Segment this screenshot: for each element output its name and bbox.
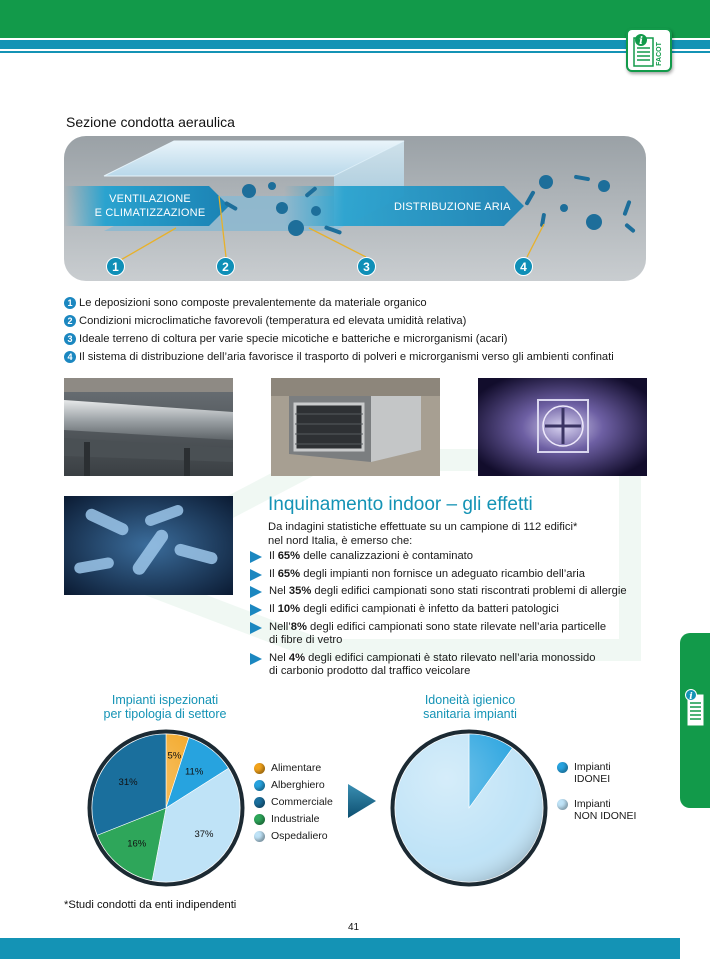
- distribution-label: DISTRIBUZIONE ARIA: [394, 201, 511, 213]
- brand-logo: [626, 28, 672, 72]
- note-item: 3 Ideale terreno di coltura per varie specie micotiche e batteriche e microrganismi (acari): [64, 330, 674, 348]
- list-item: Il 65% delle canalizzazioni è contaminato: [250, 550, 650, 564]
- legend-swatch: [254, 780, 265, 791]
- legend-item-non-idonei: Impianti NON IDONEI: [574, 798, 636, 822]
- pie-data-label: 31%: [118, 777, 138, 789]
- marker-4: 4: [514, 257, 533, 276]
- pie-chart-idoneita: [389, 728, 549, 888]
- list-item: Il 10% degli edifici campionati è infetto da batteri patologici: [250, 603, 650, 617]
- legend-item-industriale: Industriale: [254, 813, 319, 825]
- arrow-right-icon: [250, 569, 262, 581]
- photo-duct-pipes: [64, 378, 233, 476]
- list-item: Il 65% degli impianti non fornisce un adeguato ricambio dell’aria: [250, 568, 650, 582]
- svg-text:i: i: [689, 692, 693, 702]
- photo-bacteria: [64, 496, 233, 595]
- pie-data-label: 11%: [184, 766, 204, 778]
- page-number: 41: [348, 922, 360, 933]
- legend-swatch: [254, 797, 265, 808]
- legend-swatch: [254, 763, 265, 774]
- pie-chart-sector: [86, 728, 246, 888]
- legend-item-idonei: Impianti IDONEI: [574, 761, 611, 785]
- arrow-right-icon: [250, 622, 262, 634]
- pie-data-label: 16%: [127, 838, 147, 850]
- pie2-title: Idoneità igienico sanitaria impianti: [423, 693, 517, 721]
- svg-text:FACOT: FACOT: [656, 42, 663, 66]
- legend-swatch: [557, 762, 568, 773]
- pie-shading: [395, 734, 543, 882]
- legend-item-alimentare: Alimentare: [254, 762, 321, 774]
- pie-data-label: 5%: [167, 750, 182, 762]
- svg-text:i: i: [639, 36, 643, 47]
- pie-data-label: 37%: [194, 828, 214, 840]
- footer-teal-band: [0, 938, 680, 959]
- marker-1: 1: [106, 257, 125, 276]
- ventilation-label: VENTILAZIONE E CLIMATIZZAZIONE: [94, 193, 206, 219]
- photo-duct-outlet: [271, 378, 440, 476]
- header-teal-band: [0, 40, 710, 49]
- header-green-band: [0, 0, 710, 38]
- effects-intro: Da indagini statistiche effettuate su un campione di 112 edifici* nel nord Italia, è emerso che:: [268, 521, 578, 547]
- legend-item-commerciale: Commerciale: [254, 796, 333, 808]
- side-tab: [680, 633, 710, 808]
- marker-3: 3: [357, 257, 376, 276]
- note-item: 4 Il sistema di distribuzione dell’aria favorisce il trasporto di polveri e microrganismi verso gli ambienti confinati: [64, 348, 674, 366]
- pie1-title: Impianti ispezionati per tipologia di settore: [103, 693, 227, 721]
- marker-2: 2: [216, 257, 235, 276]
- arrow-right-icon: [250, 653, 262, 665]
- arrow-right-icon: [250, 551, 262, 563]
- legend-swatch: [557, 799, 568, 810]
- arrow-right-icon: [250, 586, 262, 598]
- info-document-icon: [630, 32, 668, 70]
- list-item: Nel 35% degli edifici campionati sono stati riscontrati problemi di allergie: [250, 585, 650, 599]
- legend-swatch: [254, 831, 265, 842]
- header-teal-line: [0, 51, 710, 53]
- effects-title: Inquinamento indoor – gli effetti: [268, 494, 533, 515]
- photo-fan-tunnel: [478, 378, 647, 476]
- footnote: *Studi condotti da enti indipendenti: [64, 899, 237, 911]
- section-title: Sezione condotta aeraulica: [66, 114, 235, 130]
- note-item: 1 Le deposizioni sono composte prevalentemente da materiale organico: [64, 294, 674, 312]
- info-document-icon: [683, 685, 707, 735]
- duct-diagram: [64, 136, 646, 281]
- arrow-right-icon: [346, 782, 378, 820]
- legend-swatch: [254, 814, 265, 825]
- note-item: 2 Condizioni microclimatiche favorevoli (temperatura ed elevata umidità relativa): [64, 312, 674, 330]
- effects-list: [250, 550, 650, 683]
- arrow-right-icon: [250, 604, 262, 616]
- list-item: Nell’8% degli edifici campionati sono state rilevate nell’aria particelle di fibre di vetro: [250, 621, 650, 648]
- list-item: Nel 4% degli edifici campionati è stato rilevato nell’aria monossido di carbonio prodotto dal traffico veicolare: [250, 652, 650, 679]
- notes-list: [64, 294, 674, 366]
- legend-item-alberghiero: Alberghiero: [254, 779, 325, 791]
- legend-item-ospedaliero: Ospedaliero: [254, 830, 328, 842]
